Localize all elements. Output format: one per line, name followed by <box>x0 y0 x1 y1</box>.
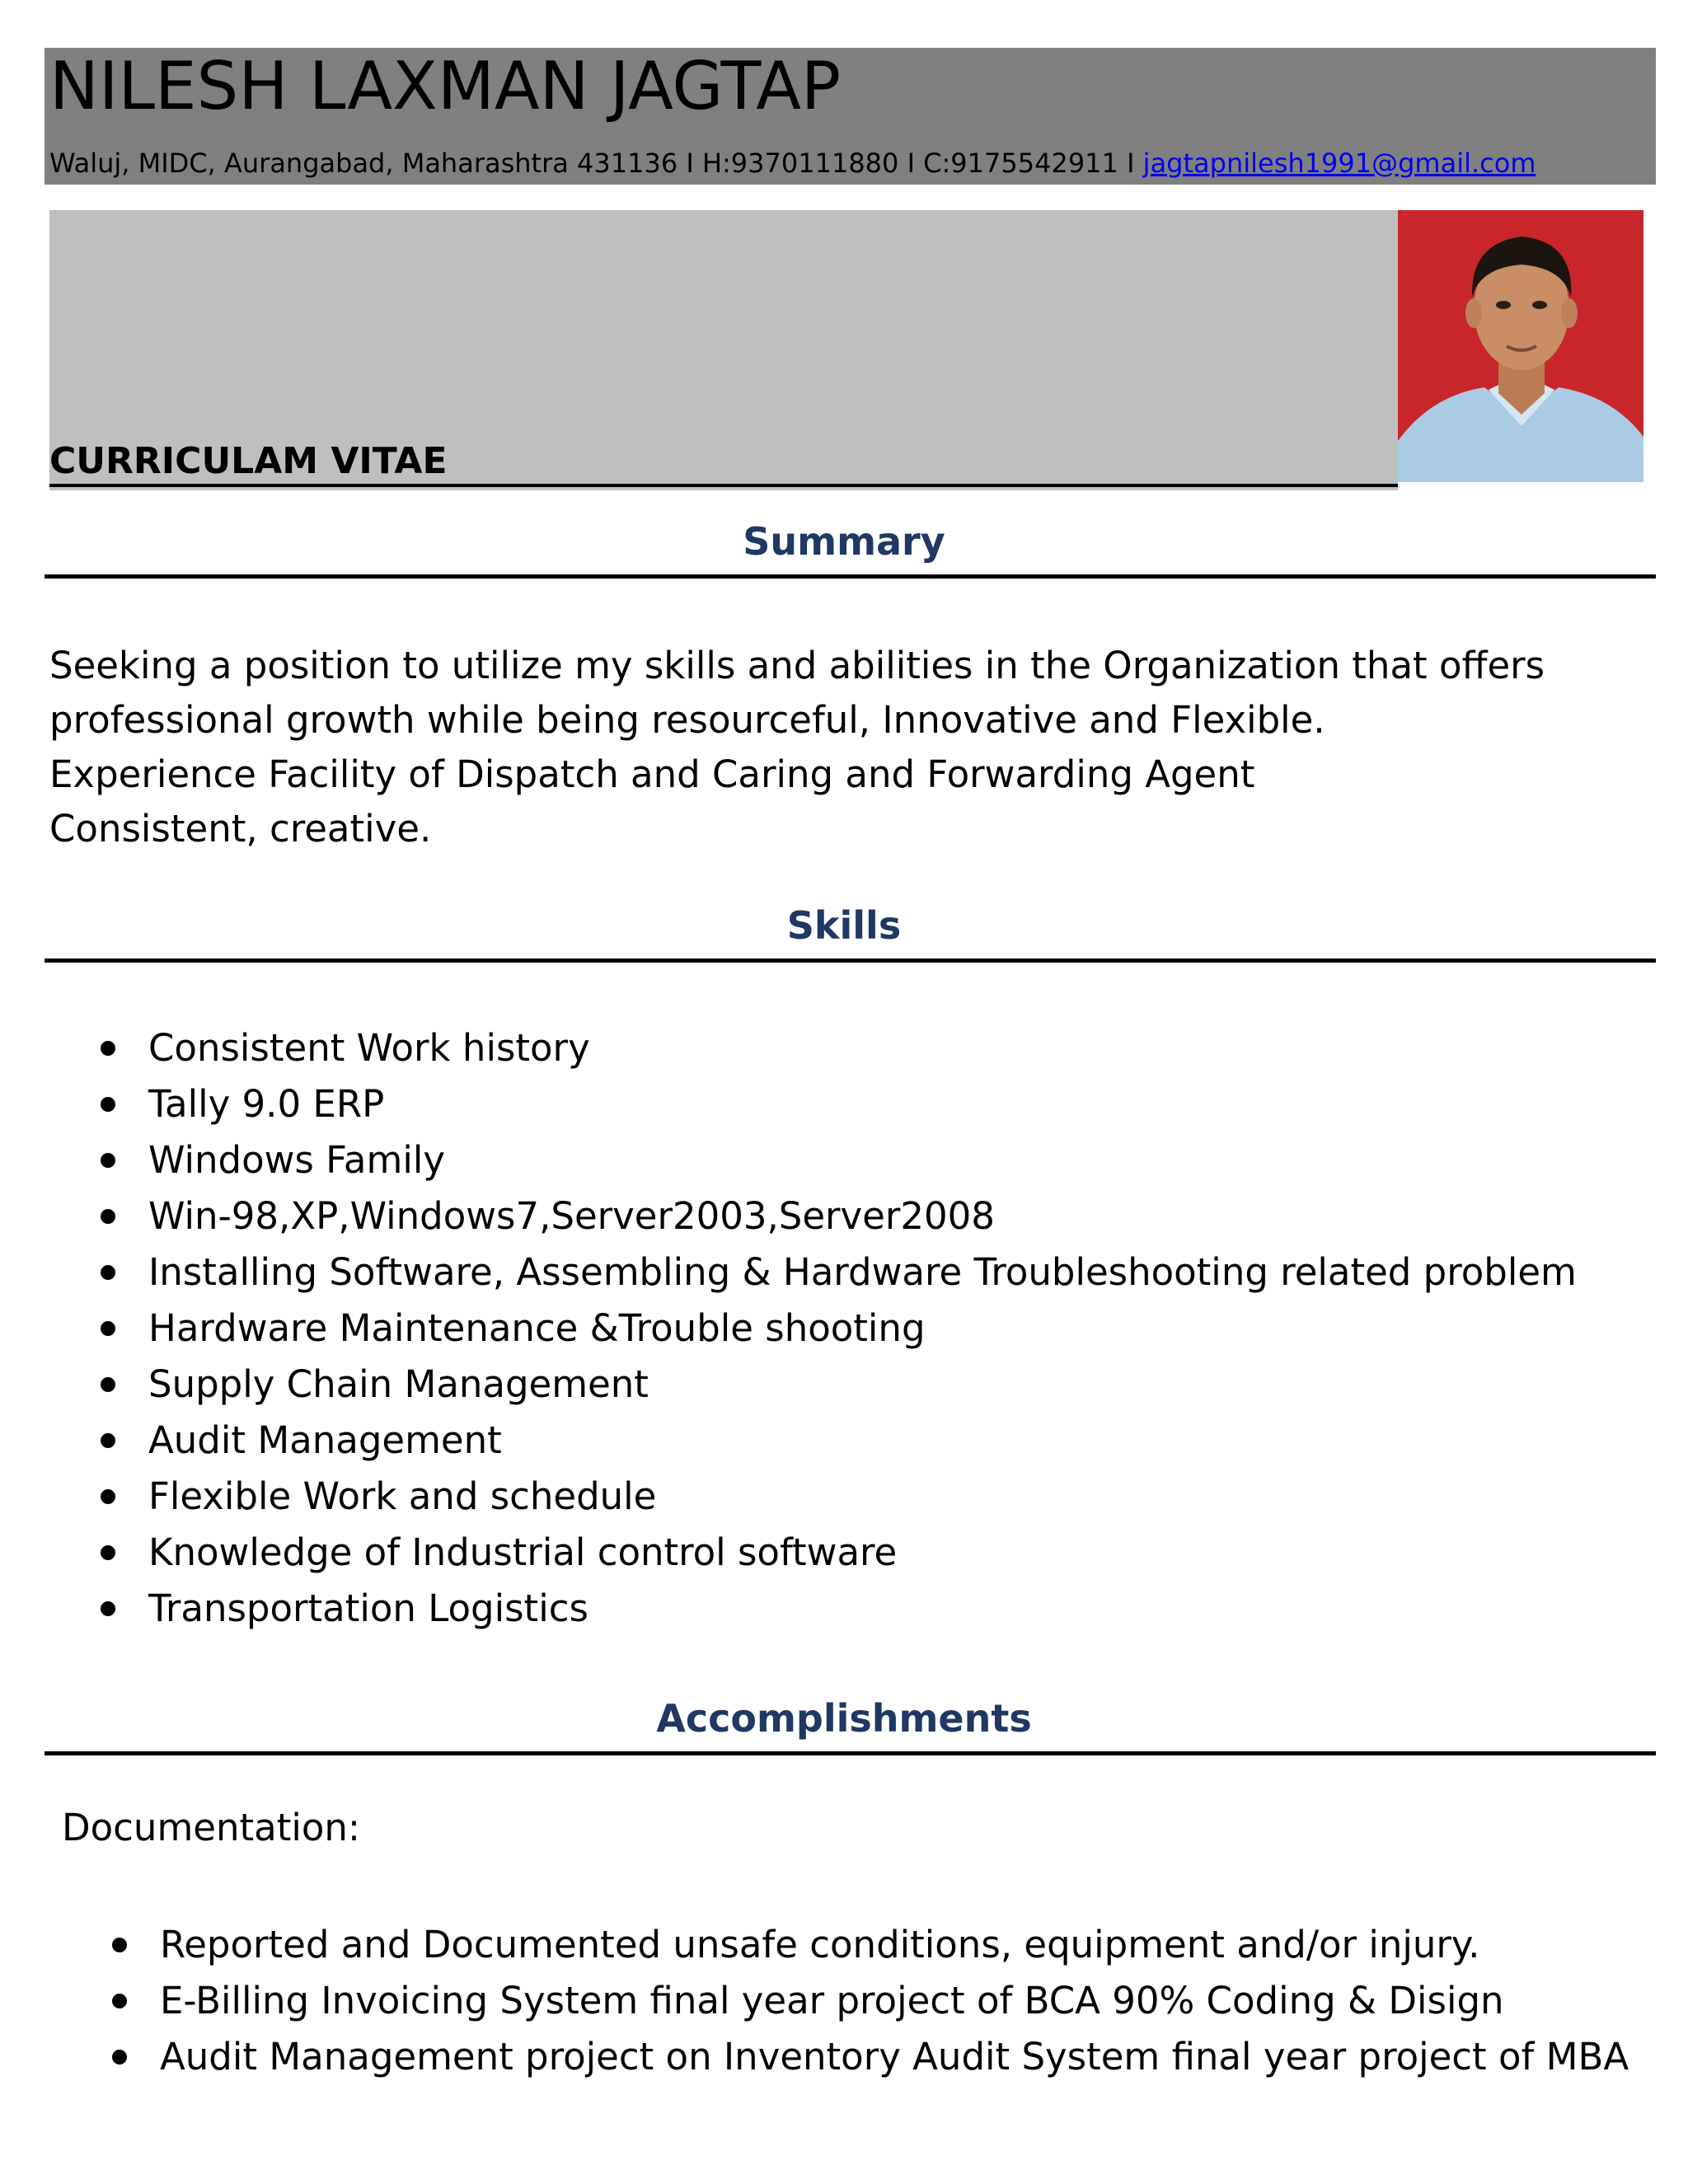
email-link[interactable]: jagtapnilesh1991@gmail.com <box>1142 148 1536 179</box>
cv-title-underline <box>49 484 1398 487</box>
bullet-icon <box>101 1489 115 1504</box>
skill-item-text: Transportation Logistics <box>148 1586 588 1630</box>
summary-line: professional growth while being resourceful, Innovative and Flexible. <box>49 698 1325 742</box>
summary-rule <box>45 574 1656 579</box>
cv-title: CURRICULAM VITAE <box>49 440 448 482</box>
bullet-icon <box>101 1041 115 1056</box>
contact-details: Waluj, MIDC, Aurangabad, Maharashtra 431136 I H:9370111880 I C:9175542911 I <box>49 148 1143 179</box>
skill-item <box>49 1525 1577 1581</box>
skill-item-text: Audit Management <box>148 1418 502 1462</box>
accomplishment-item <box>61 1917 1629 1973</box>
skill-item <box>49 1357 1577 1413</box>
skill-item <box>49 1581 1577 1637</box>
accomplishments-list <box>61 1917 1629 2085</box>
skill-item-text: Consistent Work history <box>148 1026 590 1070</box>
skill-item-text: Windows Family <box>148 1138 445 1182</box>
bullet-icon <box>101 1545 115 1560</box>
skill-item <box>49 1132 1577 1188</box>
summary-line: Seeking a position to utilize my skills and abilities in the Organization that offers <box>49 644 1545 687</box>
bullet-icon <box>101 1265 115 1280</box>
skill-item-text: Hardware Maintenance &Trouble shooting <box>148 1306 926 1350</box>
profile-photo <box>1398 210 1643 482</box>
accomplishment-item-text: E-Billing Invoicing System final year project of BCA 90% Coding & Disign <box>160 1979 1504 2022</box>
skill-item <box>49 1469 1577 1525</box>
accomplishments-heading: Accomplishments <box>656 1696 1032 1741</box>
skills-rule <box>45 958 1656 963</box>
summary-text <box>49 639 1615 856</box>
bullet-icon <box>101 1377 115 1392</box>
bullet-icon <box>101 1097 115 1112</box>
bullet-icon <box>112 1938 127 1952</box>
skill-item-text: Supply Chain Management <box>148 1362 649 1406</box>
skill-item <box>49 1076 1577 1132</box>
skill-item <box>49 1188 1577 1244</box>
summary-line: Consistent, creative. <box>49 807 432 851</box>
candidate-name: NILESH LAXMAN JAGTAP <box>49 48 842 124</box>
skills-list <box>49 1020 1577 1637</box>
accomplishment-item <box>61 2029 1629 2085</box>
skill-item-text: Tally 9.0 ERP <box>148 1082 385 1126</box>
documentation-label: Documentation: <box>62 1806 361 1849</box>
summary-line: Experience Facility of Dispatch and Caring and Forwarding Agent <box>49 752 1255 796</box>
skill-item <box>49 1020 1577 1076</box>
summary-heading: Summary <box>743 519 945 564</box>
skills-heading: Skills <box>786 903 902 948</box>
skill-item-text: Win-98,XP,Windows7,Server2003,Server2008 <box>148 1194 995 1238</box>
skill-item-text: Installing Software, Assembling & Hardware Troubleshooting related problem <box>148 1250 1577 1294</box>
skill-item <box>49 1301 1577 1357</box>
skill-item <box>49 1244 1577 1301</box>
bullet-icon <box>101 1601 115 1616</box>
bullet-icon <box>112 2050 127 2064</box>
bullet-icon <box>112 1994 127 2008</box>
accomplishment-item <box>61 1973 1629 2029</box>
bullet-icon <box>101 1153 115 1168</box>
skill-item-text: Flexible Work and schedule <box>148 1474 657 1518</box>
accomplishments-rule <box>45 1751 1656 1755</box>
skill-item-text: Knowledge of Industrial control software <box>148 1530 898 1574</box>
accomplishment-item-text: Reported and Documented unsafe conditions, equipment and/or injury. <box>160 1923 1480 1966</box>
bullet-icon <box>101 1209 115 1224</box>
accomplishment-item-text: Audit Management project on Inventory Audit System final year project of MBA <box>160 2035 1629 2079</box>
skill-item <box>49 1413 1577 1469</box>
bullet-icon <box>101 1321 115 1336</box>
bullet-icon <box>101 1433 115 1448</box>
contact-line <box>49 148 1536 179</box>
